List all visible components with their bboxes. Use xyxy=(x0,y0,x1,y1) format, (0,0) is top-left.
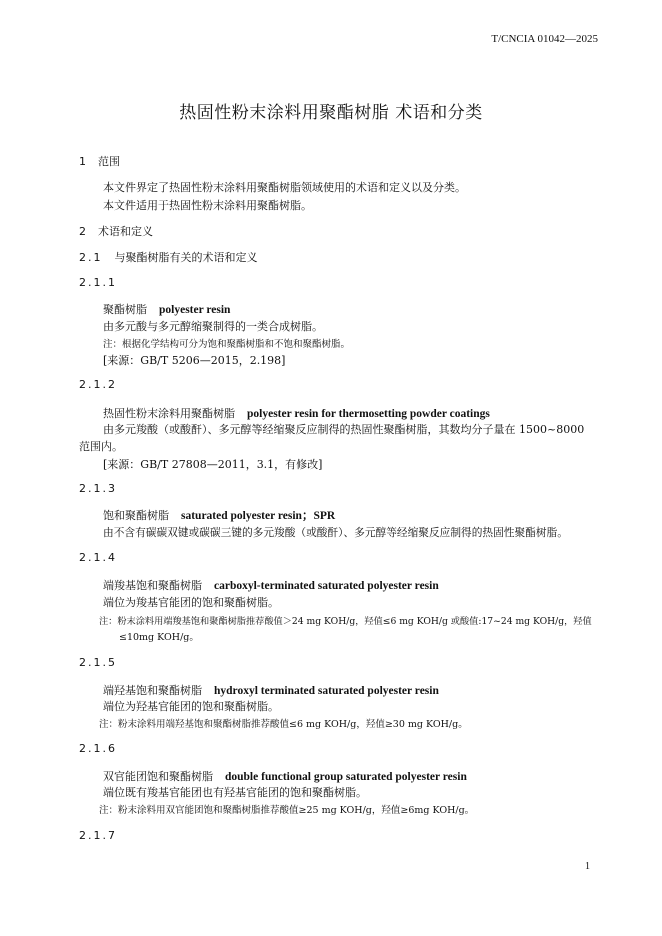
term-heading xyxy=(103,768,467,784)
term-heading xyxy=(103,682,439,698)
section-2-1-heading xyxy=(79,249,258,265)
note: 注：根据化学结构可分为饱和聚酯树脂和不饱和聚酯树脂。 xyxy=(103,339,351,350)
definition: 由多元酸与多元醇缩聚制得的一类合成树脂。 xyxy=(103,320,323,333)
section-title: 术语和定义 xyxy=(98,225,153,238)
term-chinese: 聚酯树脂 xyxy=(103,303,147,316)
term-chinese: 端羟基饱和聚酯树脂 xyxy=(103,684,202,697)
clause-number: 2.1.1 xyxy=(79,276,117,289)
document-id: T/CNCIA 01042—2025 xyxy=(491,33,598,45)
section-2-heading xyxy=(79,223,153,239)
page-number: 1 xyxy=(585,861,590,872)
term-english: polyester resin for thermosetting powder coatings xyxy=(247,408,490,420)
term-chinese: 热固性粉末涂料用聚酯树脂 xyxy=(103,407,235,420)
term-english: hydroxyl terminated saturated polyester resin xyxy=(214,685,439,697)
definition: 由多元羧酸（或酸酐）、多元醇等经缩聚反应制得的热固性聚酯树脂，其数均分子量在 1500~8000 xyxy=(103,423,585,436)
term-chinese: 饱和聚酯树脂 xyxy=(103,509,169,522)
definition: 端位为羧基官能团的饱和聚酯树脂。 xyxy=(103,596,279,609)
clause-number: 2.1.4 xyxy=(79,551,117,564)
section-number: 2 xyxy=(79,225,86,238)
source-reference: [来源：GB/T 5206—2015，2.198] xyxy=(103,354,286,367)
section-title: 与聚酯树脂有关的术语和定义 xyxy=(114,251,258,264)
term-english: saturated polyester resin；SPR xyxy=(181,510,336,522)
definition-continued: 范围内。 xyxy=(79,440,123,453)
clause-number: 2.1.2 xyxy=(79,378,117,391)
term-english: double functional group saturated polyester resin xyxy=(225,771,467,783)
clause-number: 2.1.7 xyxy=(79,829,117,842)
note-continued: ≤10mg KOH/g。 xyxy=(119,632,199,643)
term-heading xyxy=(103,405,490,421)
term-heading xyxy=(103,301,230,317)
clause-number: 2.1.6 xyxy=(79,742,117,755)
term-heading xyxy=(103,577,439,593)
paragraph: 本文件适用于热固性粉末涂料用聚酯树脂。 xyxy=(103,199,312,212)
term-english: polyester resin xyxy=(159,304,231,316)
term-chinese: 双官能团饱和聚酯树脂 xyxy=(103,770,213,783)
definition: 由不含有碳碳双键或碳碳三键的多元羧酸（或酸酐）、多元醇等经缩聚反应制得的热固性聚酯树脂。 xyxy=(103,526,568,539)
term-heading xyxy=(103,507,335,523)
clause-number: 2.1.5 xyxy=(79,656,117,669)
page-title: 热固性粉末涂料用聚酯树脂 术语和分类 xyxy=(179,103,483,123)
section-title: 范围 xyxy=(98,155,120,168)
source-reference: [来源：GB/T 27808—2011，3.1，有修改] xyxy=(103,458,323,471)
paragraph: 本文件界定了热固性粉末涂料用聚酯树脂领域使用的术语和定义以及分类。 xyxy=(103,181,466,194)
section-number: 1 xyxy=(79,155,86,168)
note: 注：粉末涂料用端羟基饱和聚酯树脂推荐酸值≤6 mg KOH/g，羟值≥30 mg KOH/g。 xyxy=(99,719,468,730)
definition: 端位既有羧基官能团也有羟基官能团的饱和聚酯树脂。 xyxy=(103,786,367,799)
term-chinese: 端羧基饱和聚酯树脂 xyxy=(103,579,202,592)
note: 注：粉末涂料用端羧基饱和聚酯树脂推荐酸值＞24 mg KOH/g，羟值≤6 mg KOH/g 或酸值:17~24 mg KOH/g，羟值 xyxy=(99,616,592,627)
section-number: 2.1 xyxy=(79,251,103,264)
note: 注：粉末涂料用双官能团饱和聚酯树脂推荐酸值≥25 mg KOH/g，羟值≥6mg KOH/g。 xyxy=(99,805,475,816)
section-1-heading xyxy=(79,153,120,169)
term-english: carboxyl-terminated saturated polyester resin xyxy=(214,580,439,592)
definition: 端位为羟基官能团的饱和聚酯树脂。 xyxy=(103,700,279,713)
clause-number: 2.1.3 xyxy=(79,482,117,495)
